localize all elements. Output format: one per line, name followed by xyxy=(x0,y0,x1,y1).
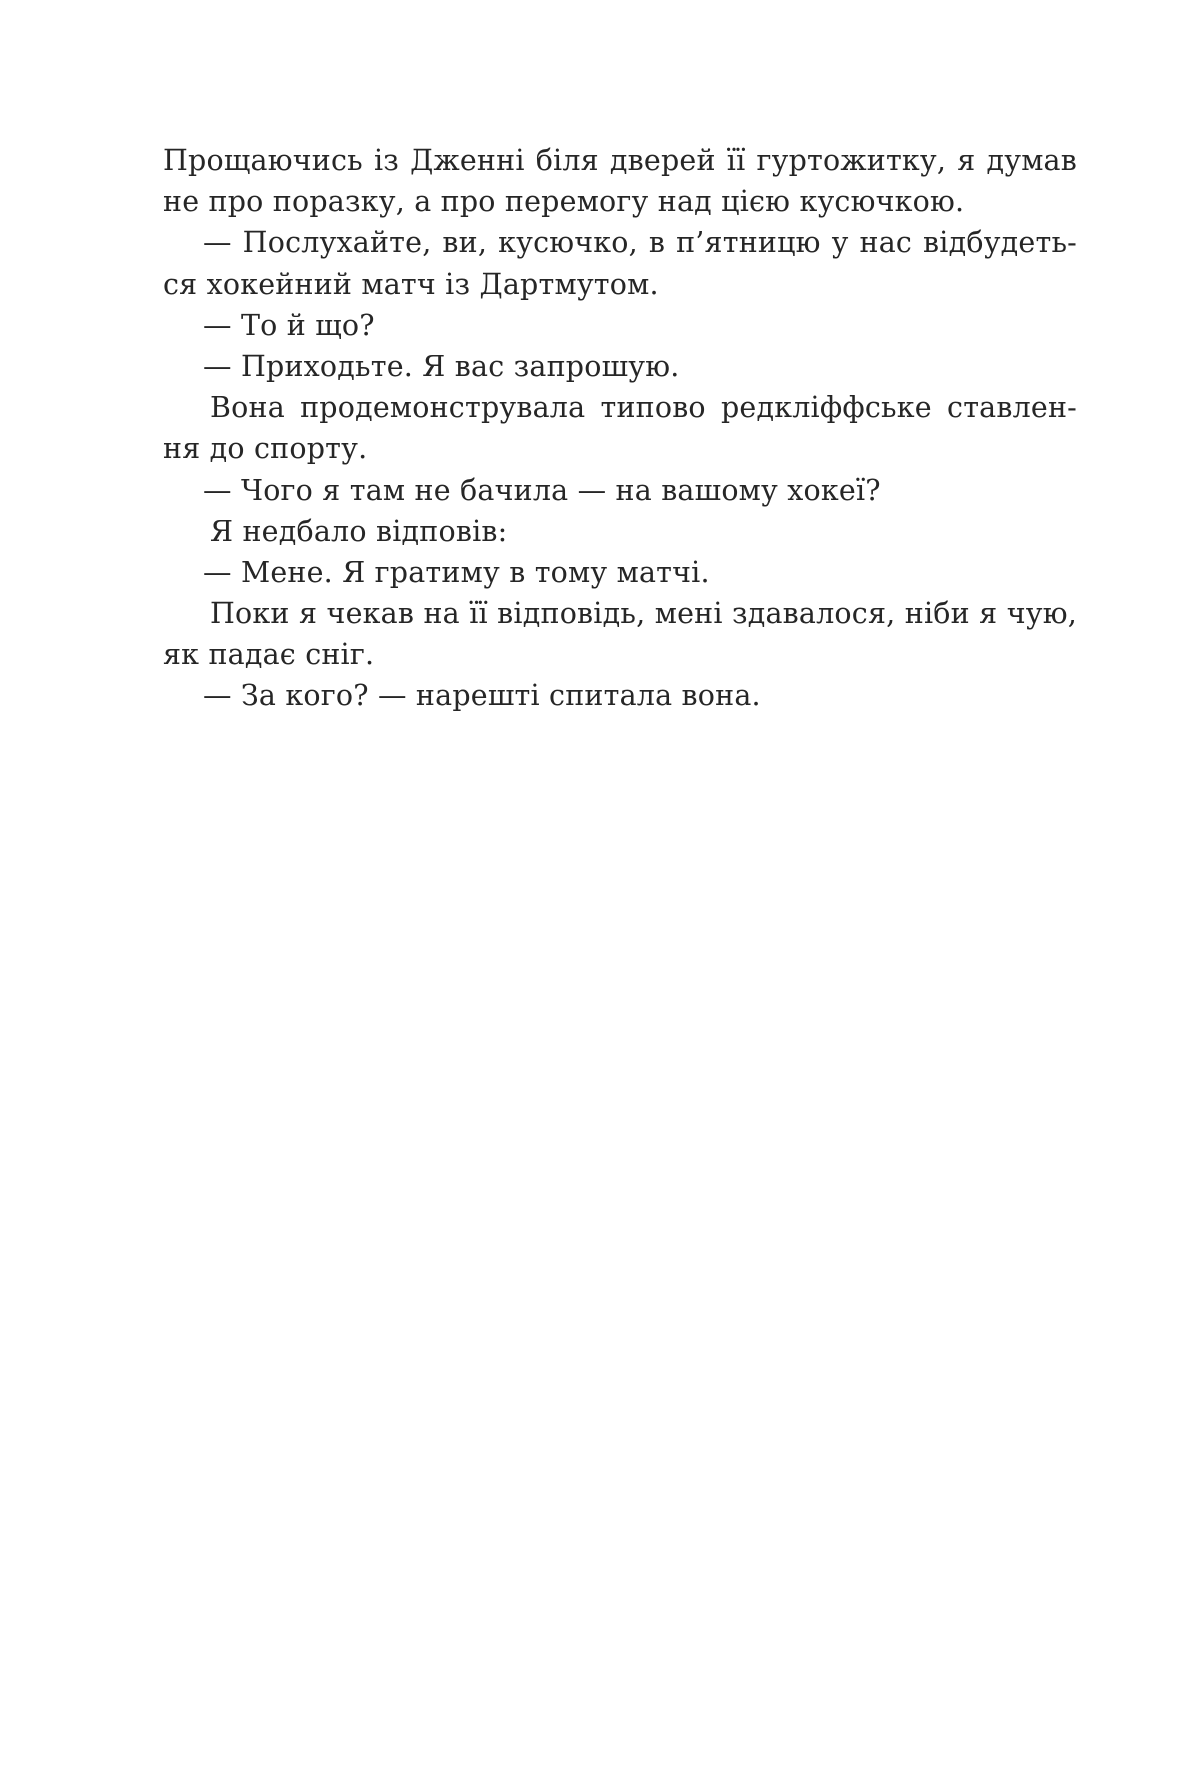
text-line-4: ся хокейний матч із Дартмутом. xyxy=(163,267,659,301)
text-line-11: — Мене. Я гратиму в тому матчі. xyxy=(203,555,710,589)
text-line-12: Поки я чекав на її відповідь, мені здавалося, ніби я чую, xyxy=(210,597,1077,631)
text-line-3: — Послухайте, ви, кусючко, в п’ятницю у нас відбудеть- xyxy=(203,226,1077,260)
text-line-13: як падає сніг. xyxy=(163,638,375,672)
text-line-7: Вона продемонструвала типово редкліффське ставлен- xyxy=(210,391,1077,425)
text-line-9: — Чого я там не бачила — на вашому хокеї? xyxy=(203,473,881,507)
text-line-2: не про поразку, а про перемогу над цією кусючкою. xyxy=(163,185,965,219)
text-line-5: — То й що? xyxy=(203,308,375,342)
text-line-14: — За кого? — нарешті спитала вона. xyxy=(203,679,761,713)
text-line-10: Я недбало відповів: xyxy=(210,514,508,548)
book-page-text xyxy=(163,140,1077,717)
text-line-6: — Приходьте. Я вас запрошую. xyxy=(203,349,680,383)
text-line-8: ня до спорту. xyxy=(163,432,368,466)
text-line-1: Прощаючись із Дженні біля дверей її гуртожитку, я думав xyxy=(163,144,1077,177)
